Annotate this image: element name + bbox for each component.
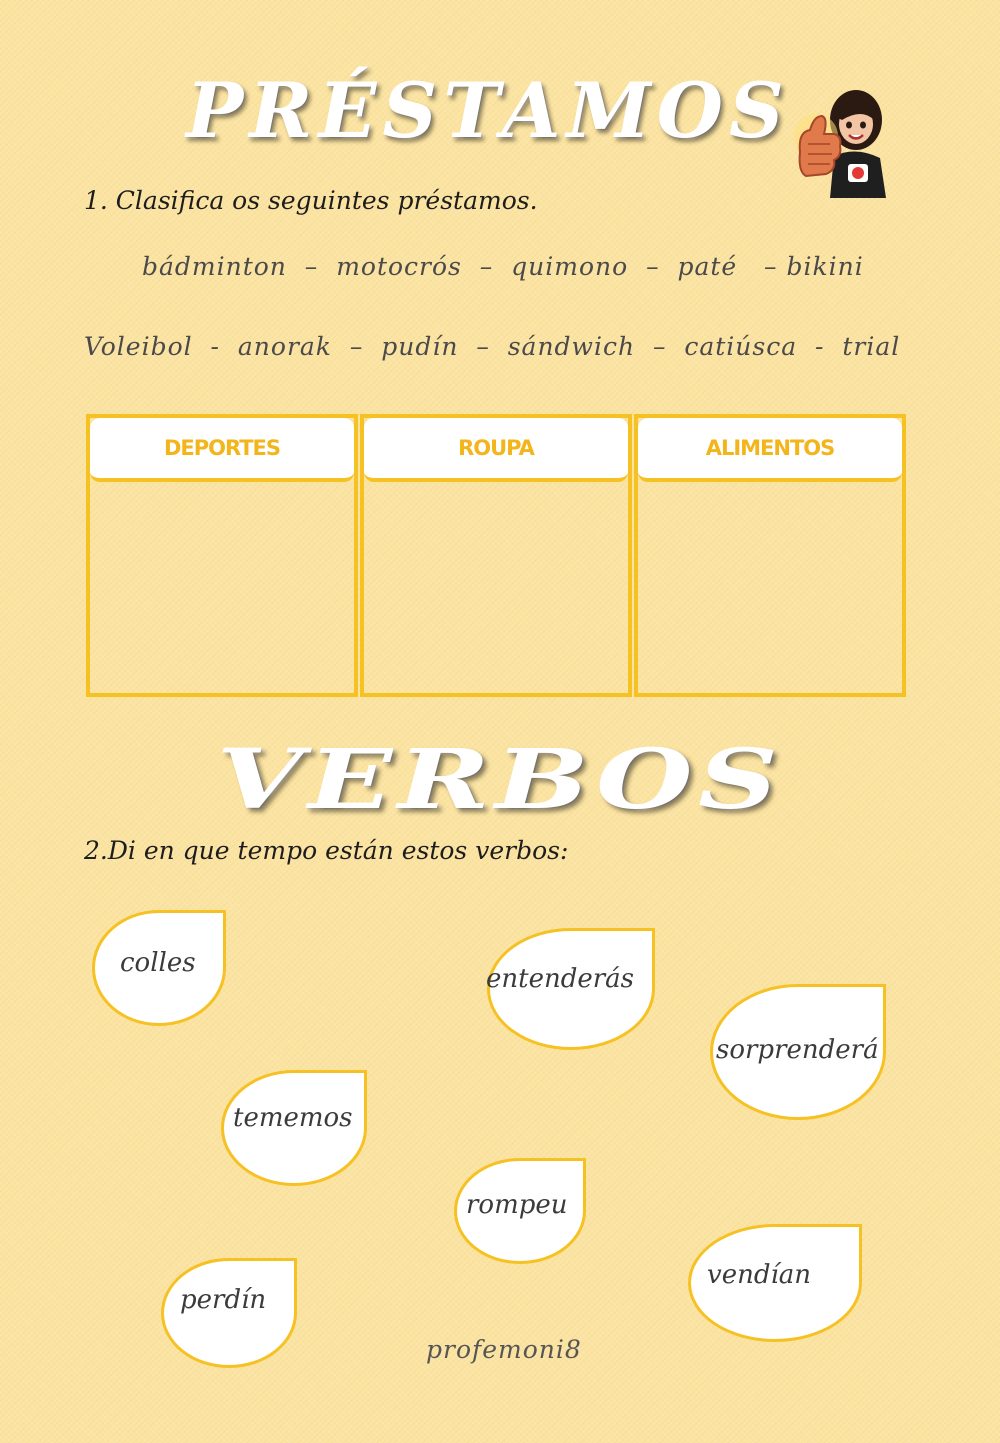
author-credit: profemoni8 [426,1335,582,1364]
instruction-verb-tense: 2.Di en que tempo están estos verbos: [84,836,569,865]
column-header-deportes: DEPORTES [90,418,354,482]
teacher-avatar-thumbs-up-icon [790,86,900,198]
drop-zone-deportes[interactable] [90,482,354,693]
column-header-alimentos: ALIMENTOS [638,418,902,482]
classification-table [86,414,906,697]
verb-label-vendian: vendían [707,1260,812,1290]
verb-label-perdin: perdín [180,1285,267,1315]
instruction-classify: 1. Clasifica os seguintes préstamos. [84,186,538,215]
verb-label-sorprendera: sorprenderá [716,1035,879,1065]
word-list-line-1: bádminton – motocrós – quimono – paté – bikini [142,252,864,281]
title-prestamos: PRÉSTAMOS [186,66,790,155]
column-deportes [86,414,358,697]
word-list-line-2: Voleibol - anorak – pudín – sándwich – catiúsca - trial [84,332,901,361]
verb-label-rompeu: rompeu [466,1190,568,1220]
verb-label-entenderas: entenderás [486,964,635,994]
column-roupa [360,414,632,697]
drop-zone-roupa[interactable] [364,482,628,693]
verb-label-colles: colles [120,948,196,978]
column-alimentos [634,414,906,697]
column-header-roupa: ROUPA [364,418,628,482]
drop-zone-alimentos[interactable] [638,482,902,693]
verb-label-tememos: tememos [233,1103,353,1133]
title-verbos: VERBOS [216,732,784,828]
